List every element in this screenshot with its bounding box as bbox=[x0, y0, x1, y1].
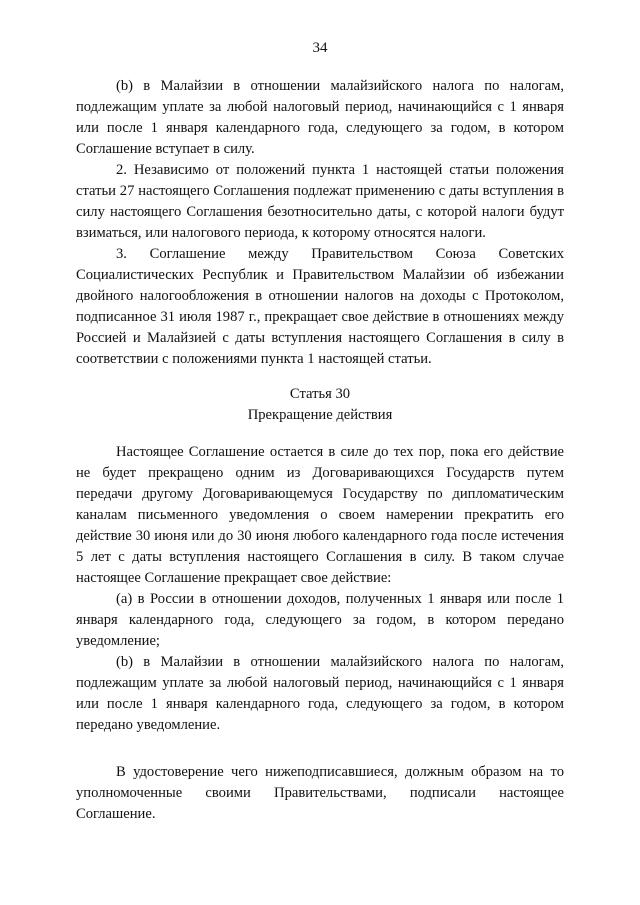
paragraph-1b-malaysia: (b) в Малайзии в отношении малайзийского налога по налогам, подлежащим уплате за любой налоговый период, начинающийся с 1 января или после 1 января календарного года, следующего за годом, в котором Соглашение вступает в силу. bbox=[76, 78, 564, 157]
article-paragraph-a-russia: (a) в России в отношении доходов, полученных 1 января или после 1 января календарного года, следующего за годом, в котором передано уведомление; bbox=[76, 591, 564, 649]
page-number: 34 bbox=[312, 40, 328, 56]
document-body bbox=[76, 76, 564, 825]
article-paragraph-main: Настоящее Соглашение остается в силе до тех пор, пока его действие не будет прекращено одним из Договаривающихся Государств путем передачи другому Договаривающемуся Государству по дипломатическим каналам письменного уведомления о своем намерении прекратить его действие 30 июня или до 30 июня любого календарного года после истечения 5 лет с даты вступления настоящего Соглашения в силу. В таком случае настоящее Соглашение прекращает свое действие: bbox=[76, 444, 564, 586]
paragraph-2: 2. Независимо от положений пункта 1 настоящей статьи положения статьи 27 настоящего Соглашения подлежат применению с даты вступления в силу настоящего Соглашения безотносительно даты, с которой налоги будут взиматься, или налогового периода, к которому относятся налоги. bbox=[76, 162, 564, 241]
article-title: Прекращение действия bbox=[247, 407, 393, 423]
paragraph-3: 3. Соглашение между Правительством Союза Советских Социалистических Республик и Правительством Малайзии об избежании двойного налогообложения в отношении налогов на доходы с Протоколом, подписанное 31 июля 1987 г., прекращает свое действие в отношениях между Россией и Малайзией с даты вступления настоящего Соглашения в силу в соответствии с положениями пункта 1 настоящей статьи. bbox=[76, 246, 564, 367]
closing-paragraph: В удостоверение чего нижеподписавшиеся, должным образом на то уполномоченные своими Правительствами, подписали настоящее Соглашение. bbox=[76, 764, 564, 822]
article-paragraph-b-malaysia: (b) в Малайзии в отношении малайзийского налога по налогам, подлежащим уплате за любой налоговый период, начинающийся с 1 января или после 1 января календарного года, следующего за годом, в котором передано уведомление. bbox=[76, 654, 564, 733]
article-number: Статья 30 bbox=[289, 386, 351, 402]
